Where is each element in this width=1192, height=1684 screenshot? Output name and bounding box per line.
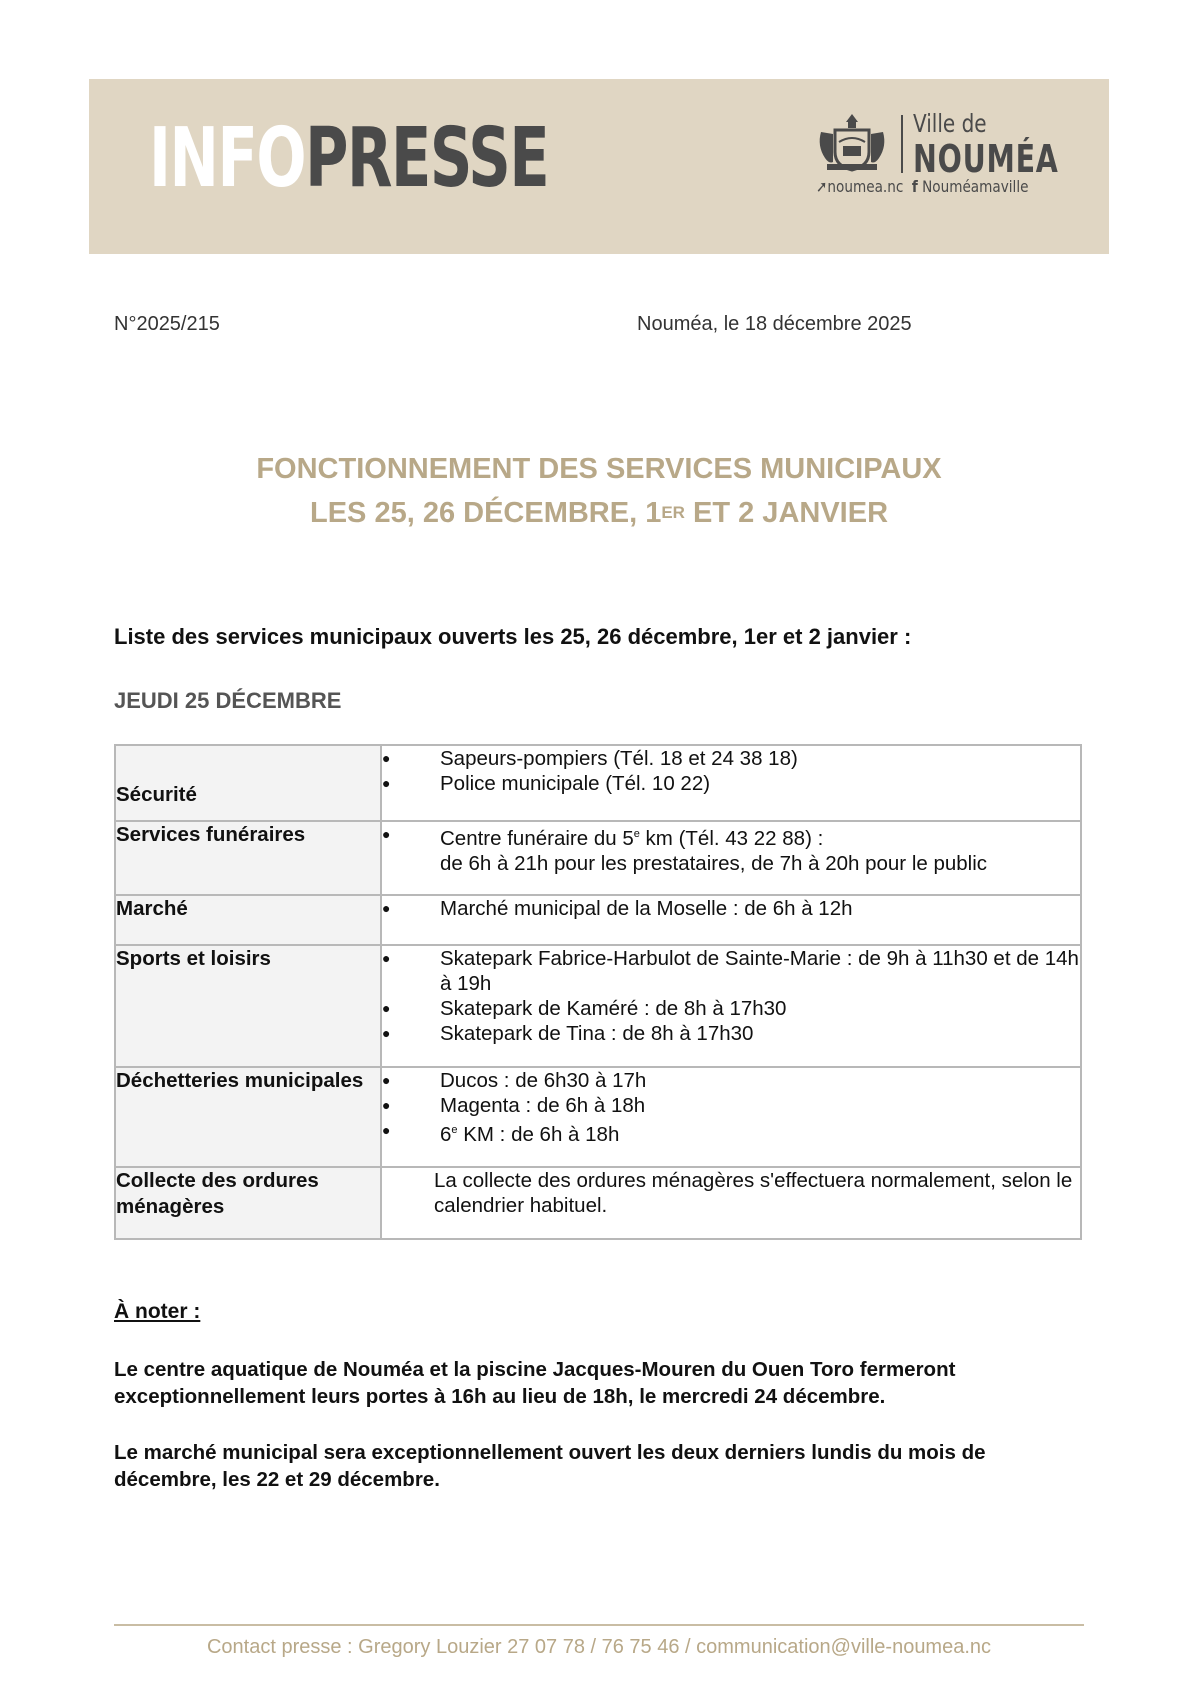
funeral-item-start: Centre funéraire du 5 bbox=[440, 826, 634, 850]
logo-divider bbox=[901, 115, 903, 173]
title-line-1: FONCTIONNEMENT DES SERVICES MUNICIPAUX bbox=[256, 453, 942, 485]
noumea-label: NOUMÉA bbox=[913, 137, 1059, 181]
table-row bbox=[115, 1067, 1081, 1167]
ville-de-label: Ville de bbox=[913, 109, 987, 138]
category-funeral: Services funéraires bbox=[115, 821, 381, 895]
page-title bbox=[89, 447, 1109, 539]
notes-title: À noter : bbox=[114, 1300, 201, 1323]
press-date: Nouméa, le 18 décembre 2025 bbox=[637, 313, 912, 335]
category-waste: Déchetteries municipales bbox=[115, 1067, 381, 1167]
title-line-2 bbox=[89, 491, 1109, 539]
city-crest-icon bbox=[815, 112, 889, 174]
funeral-item-sup: e bbox=[633, 828, 640, 840]
infopresse-logo bbox=[149, 109, 548, 209]
category-collection: Collecte des ordures ménagères bbox=[115, 1167, 381, 1239]
collection-text: La collecte des ordures ménagères s'effectuera normalement, selon le calendrier habituel. bbox=[434, 1169, 1073, 1217]
category-sports: Sports et loisirs bbox=[115, 945, 381, 1067]
brand-info: INFO bbox=[149, 111, 306, 206]
list-item: ● Skatepark Fabrice-Harbulot de Sainte-Marie : de 9h à 11h30 et de 14h à 19h bbox=[406, 946, 1080, 996]
social-links bbox=[816, 177, 1028, 196]
list-item: ● Ducos : de 6h30 à 17h bbox=[406, 1068, 1080, 1093]
header-banner bbox=[89, 79, 1109, 254]
website-icon: ➚ bbox=[816, 177, 828, 196]
detail-security bbox=[381, 745, 1081, 821]
detail-sports bbox=[381, 945, 1081, 1067]
funeral-item-hours: de 6h à 21h pour les prestataires, de 7h à 20h pour le public bbox=[440, 851, 988, 875]
schedule-table bbox=[114, 744, 1082, 1240]
funeral-item-end: km (Tél. 43 22 88) : bbox=[639, 826, 824, 850]
table-row bbox=[115, 895, 1081, 945]
category-security: Sécurité bbox=[115, 745, 381, 821]
detail-funeral bbox=[381, 821, 1081, 895]
table-row bbox=[115, 1167, 1081, 1239]
waste-item-end: KM : de 6h à 18h bbox=[457, 1122, 620, 1146]
list-item: ● Police municipale (Tél. 10 22) bbox=[406, 771, 1080, 796]
website-link[interactable]: noumea.nc bbox=[827, 177, 904, 196]
list-item bbox=[406, 822, 1080, 876]
detail-collection bbox=[381, 1167, 1081, 1239]
title-superscript: ER bbox=[661, 503, 685, 522]
title-line-2-end: ET 2 JANVIER bbox=[684, 497, 889, 529]
waste-item-sup: e bbox=[451, 1124, 458, 1136]
note-aquatic-centre: Le centre aquatique de Nouméa et la piscine Jacques-Mouren du Ouen Toro fermeront exceptionnellement leurs portes à 16h au lieu de 18h, le mercredi 24 décembre. bbox=[114, 1358, 956, 1408]
footer-divider bbox=[114, 1624, 1084, 1626]
facebook-link[interactable]: Nouméamaville bbox=[922, 177, 1029, 196]
waste-item-start: 6 bbox=[440, 1122, 452, 1146]
title-line-2-start: LES 25, 26 DÉCEMBRE, 1 bbox=[309, 497, 662, 529]
press-reference: N°2025/215 bbox=[114, 313, 220, 335]
list-item: ● Magenta : de 6h à 18h bbox=[406, 1093, 1080, 1118]
detail-market bbox=[381, 895, 1081, 945]
table-row bbox=[115, 945, 1081, 1067]
detail-waste bbox=[381, 1067, 1081, 1167]
list-item: ● Skatepark de Tina : de 8h à 17h30 bbox=[406, 1021, 1080, 1046]
list-item bbox=[406, 1118, 1080, 1147]
brand-presse: PRESSE bbox=[305, 111, 549, 206]
list-item: ● Skatepark de Kaméré : de 8h à 17h30 bbox=[406, 996, 1080, 1021]
intro-text: Liste des services municipaux ouverts les 25, 26 décembre, 1er et 2 janvier : bbox=[114, 624, 912, 649]
press-contact: Contact presse : Gregory Louzier 27 07 78 / 76 75 46 / communication@ville-noumea.nc bbox=[206, 1636, 992, 1658]
table-row bbox=[115, 821, 1081, 895]
note-market: Le marché municipal sera exceptionnellement ouvert les deux derniers lundis du mois de décembre, les 22 et 29 décembre. bbox=[114, 1441, 986, 1491]
category-market: Marché bbox=[115, 895, 381, 945]
day-heading: JEUDI 25 DÉCEMBRE bbox=[114, 688, 342, 713]
table-row bbox=[115, 745, 1081, 821]
list-item: ● Marché municipal de la Moselle : de 6h à 12h bbox=[406, 896, 1080, 921]
list-item: ● Sapeurs-pompiers (Tél. 18 et 24 38 18) bbox=[406, 746, 1080, 771]
facebook-icon: f bbox=[911, 177, 918, 196]
